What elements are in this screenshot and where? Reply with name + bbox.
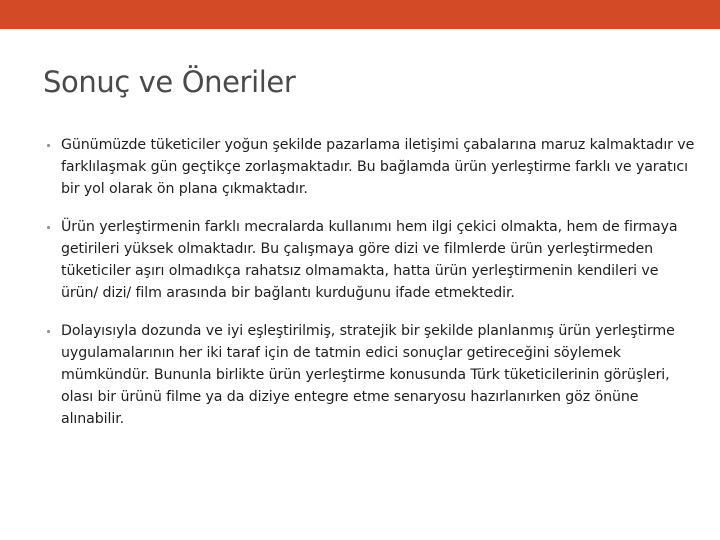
bullet-text: Dolayısıyla dozunda ve iyi eşleştirilmiş, stratejik bir şekilde planlanmış ürün yerleştirme uygulamalarının her iki taraf için de tatmin edici sonuçlar getireceğini söylemek mümkündür. Bununla birlikte ürün yerleştirme konusunda Türk tüketicilerinin görüşleri, olası bir ürünü filme ya da diziye entegre etme senaryosu hazırlanırken göz önüne alınabilir.	[61, 323, 675, 427]
bullet-item	[55, 216, 695, 304]
bullet-dot-icon	[47, 226, 50, 229]
bullet-text: Günümüzde tüketiciler yoğun şekilde pazarlama iletişimi çabalarına maruz kalmaktadır ve farklılaşmak gün geçtikçe zorlaşmaktadır. Bu bağlamda ürün yerleştirme farklı ve yaratıcı bir yol olarak ön plana çıkmaktadır.	[61, 137, 695, 197]
bullet-text: Ürün yerleştirmenin farklı mecralarda kullanımı hem ilgi çekici olmakta, hem de firmaya getirileri yüksek olmaktadır. Bu çalışmaya göre dizi ve filmlerde ürün yerleştirmeden tüketiciler aşırı olmadıkça rahatsız olmamakta, hatta ürün yerleştirmenin kendileri ve ürün/ dizi/ film arasında bir bağlantı kurduğunu ifade etmektedir.	[61, 219, 678, 301]
top-accent-bar	[0, 0, 720, 29]
bullet-item	[55, 134, 695, 200]
bullet-item	[55, 320, 695, 430]
slide-title: Sonuç ve Öneriler	[43, 65, 296, 99]
bullet-dot-icon	[47, 144, 50, 147]
bullet-list	[55, 134, 695, 430]
bullet-dot-icon	[47, 330, 50, 333]
